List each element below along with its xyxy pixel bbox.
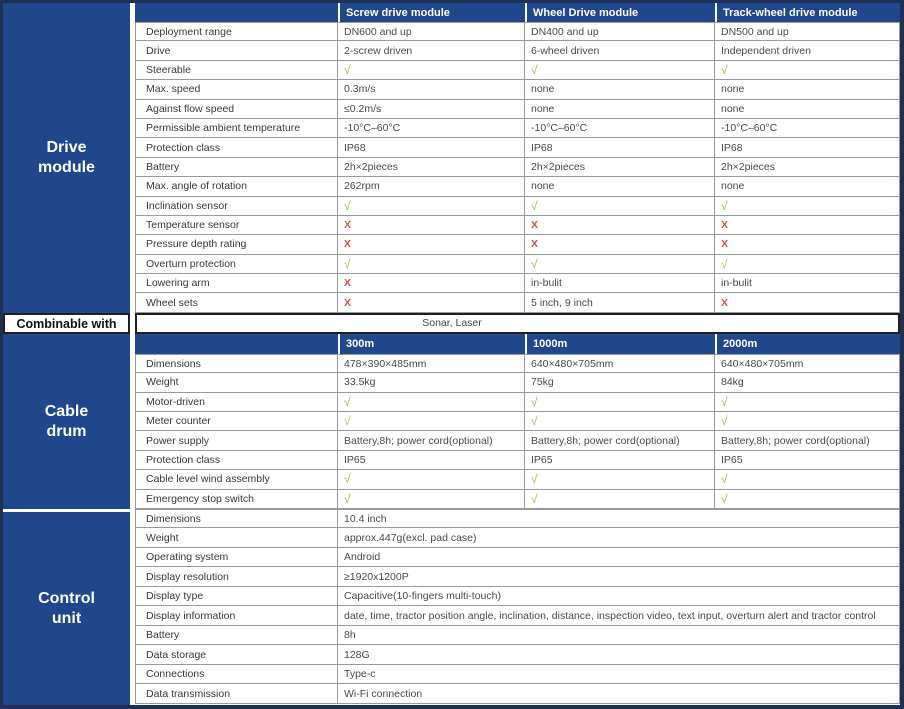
param-label: Permissible ambient temperature	[135, 119, 338, 138]
check-mark: √	[715, 61, 900, 80]
sidebar-label-line: unit	[51, 609, 82, 627]
spec-row	[135, 138, 900, 157]
value-cell: 478×390×485mm	[338, 354, 525, 373]
param-label: Against flow speed	[135, 100, 338, 119]
spec-row	[135, 354, 900, 373]
check-mark: √	[715, 197, 900, 216]
value-cell: -10°C–60°C	[715, 119, 900, 138]
check-mark: √	[525, 61, 715, 80]
param-label: Operating system	[135, 548, 338, 568]
cross-mark: X	[525, 235, 715, 254]
param-label: Battery	[135, 626, 338, 646]
header-cell-wheel-drive: Wheel Drive module	[525, 3, 715, 22]
value-cell: 75kg	[525, 373, 715, 392]
value-cell: IP65	[715, 451, 900, 470]
spec-row	[135, 274, 900, 293]
spec-row	[135, 197, 900, 216]
spec-row	[135, 509, 900, 529]
param-label: Max. speed	[135, 80, 338, 99]
cable-drum-header-row	[135, 334, 900, 354]
spec-row	[135, 100, 900, 119]
cross-mark: X	[715, 235, 900, 254]
param-label: Steerable	[135, 61, 338, 80]
spec-row	[135, 158, 900, 177]
value-cell: none	[715, 80, 900, 99]
value-cell: Battery,8h; power cord(optional)	[338, 431, 525, 450]
check-mark: √	[525, 255, 715, 274]
value-cell: IP65	[338, 451, 525, 470]
value-cell: none	[525, 100, 715, 119]
value-cell: none	[525, 177, 715, 196]
check-mark: √	[338, 412, 525, 431]
param-label: Protection class	[135, 138, 338, 157]
param-label: Connections	[135, 665, 338, 685]
spec-row	[135, 528, 900, 548]
spec-row	[135, 665, 900, 685]
value-cell: Type-c	[338, 665, 900, 685]
spec-row	[135, 431, 900, 450]
check-mark: √	[525, 490, 715, 509]
table-content	[135, 3, 900, 705]
param-label: Power supply	[135, 431, 338, 450]
header-cell-track-wheel-drive: Track-wheel drive module	[715, 3, 900, 22]
sidebar-cell-drive-module	[3, 3, 130, 313]
value-cell: DN600 and up	[338, 22, 525, 41]
check-mark: √	[715, 490, 900, 509]
param-label: Overturn protection	[135, 255, 338, 274]
header-cell-1000m: 1000m	[525, 334, 715, 354]
check-mark: √	[715, 470, 900, 489]
check-mark: √	[715, 412, 900, 431]
value-cell: 84kg	[715, 373, 900, 392]
sidebar-cell-control-unit	[3, 512, 130, 705]
check-mark: √	[338, 490, 525, 509]
value-cell: none	[715, 177, 900, 196]
sidebar-label-line: module	[38, 159, 95, 176]
value-cell: Battery,8h; power cord(optional)	[525, 431, 715, 450]
value-cell: DN500 and up	[715, 22, 900, 41]
check-mark: √	[338, 255, 525, 274]
spec-row	[135, 61, 900, 80]
drive-module-header-row	[135, 3, 900, 22]
cross-mark: X	[715, 293, 900, 312]
value-cell: 128G	[338, 645, 900, 665]
value-cell: Independent driven	[715, 41, 900, 60]
value-cell: IP68	[338, 138, 525, 157]
spec-row	[135, 587, 900, 607]
control-unit-rows	[135, 509, 900, 704]
param-label: Meter counter	[135, 412, 338, 431]
check-mark: √	[338, 470, 525, 489]
spec-row	[135, 645, 900, 665]
param-label: Cable level wind assembly	[135, 470, 338, 489]
value-cell: 2h×2pieces	[338, 158, 525, 177]
value-cell: date, time, tractor position angle, inclination, distance, inspection video, text input, overturn alert and tractor control	[338, 606, 900, 626]
sidebar-label-line: Control	[38, 589, 95, 607]
param-label: Dimensions	[135, 509, 338, 529]
sidebar-cell-cable-drum	[3, 334, 130, 509]
spec-row	[135, 177, 900, 196]
value-cell: ≤0.2m/s	[338, 100, 525, 119]
value-cell: Battery,8h; power cord(optional)	[715, 431, 900, 450]
check-mark: √	[338, 393, 525, 412]
value-cell: -10°C–60°C	[525, 119, 715, 138]
value-cell: 262rpm	[338, 177, 525, 196]
param-label: Weight	[135, 528, 338, 548]
spec-row	[135, 606, 900, 626]
value-cell: 640×480×705mm	[715, 354, 900, 373]
value-cell: none	[525, 80, 715, 99]
spec-row	[135, 119, 900, 138]
spec-row	[135, 80, 900, 99]
param-label: Drive	[135, 41, 338, 60]
value-cell: Android	[338, 548, 900, 568]
param-label: Display type	[135, 587, 338, 607]
check-mark: √	[338, 197, 525, 216]
combinable-with-label-cell	[3, 313, 130, 334]
param-label: Deployment range	[135, 22, 338, 41]
value-cell: none	[715, 100, 900, 119]
header-cell-2000m: 2000m	[715, 334, 900, 354]
sidebar-label-line: Drive	[46, 139, 87, 156]
spec-row	[135, 412, 900, 431]
cross-mark: X	[338, 293, 525, 312]
section-sidebar	[3, 3, 130, 705]
cross-mark: X	[338, 274, 525, 293]
check-mark: √	[525, 470, 715, 489]
param-label: Weight	[135, 373, 338, 392]
param-label: Data transmission	[135, 684, 338, 704]
value-cell: ≥1920x1200P	[338, 567, 900, 587]
spec-row	[135, 216, 900, 235]
spec-row	[135, 451, 900, 470]
check-mark: √	[338, 61, 525, 80]
value-cell: Capacitive(10-fingers multi-touch)	[338, 587, 900, 607]
value-cell: 2-screw driven	[338, 41, 525, 60]
spec-row	[135, 393, 900, 412]
value-cell: 640×480×705mm	[525, 354, 715, 373]
value-cell: Wi-Fi connection	[338, 684, 900, 704]
combinable-with-value-row	[135, 313, 900, 334]
value-cell: IP68	[715, 138, 900, 157]
spec-row	[135, 470, 900, 489]
param-label: Display resolution	[135, 567, 338, 587]
param-label: Emergency stop switch	[135, 490, 338, 509]
spec-row	[135, 235, 900, 254]
check-mark: √	[525, 412, 715, 431]
value-cell: 0.3m/s	[338, 80, 525, 99]
value-cell: 33.5kg	[338, 373, 525, 392]
value-cell: in-bulit	[525, 274, 715, 293]
value-cell: 8h	[338, 626, 900, 646]
spec-row	[135, 293, 900, 312]
combinable-with-label: Combinable with	[16, 316, 117, 331]
check-mark: √	[525, 197, 715, 216]
check-mark: √	[525, 393, 715, 412]
drive-module-rows	[135, 22, 900, 313]
param-label: Pressure depth rating	[135, 235, 338, 254]
value-cell: DN400 and up	[525, 22, 715, 41]
param-label: Motor-driven	[135, 393, 338, 412]
spec-row	[135, 684, 900, 704]
param-label: Wheel sets	[135, 293, 338, 312]
value-cell: 6-wheel driven	[525, 41, 715, 60]
param-label: Dimensions	[135, 354, 338, 373]
sidebar-label-line: drum	[46, 422, 87, 440]
spec-row	[135, 490, 900, 509]
header-cell-empty	[135, 3, 338, 22]
cross-mark: X	[338, 235, 525, 254]
spec-row	[135, 626, 900, 646]
param-label: Battery	[135, 158, 338, 177]
value-cell: 2h×2pieces	[715, 158, 900, 177]
param-label: Protection class	[135, 451, 338, 470]
spec-row	[135, 373, 900, 392]
cross-mark: X	[715, 216, 900, 235]
value-cell: -10°C–60°C	[338, 119, 525, 138]
param-label: Temperature sensor	[135, 216, 338, 235]
cross-mark: X	[525, 216, 715, 235]
param-label: Data storage	[135, 645, 338, 665]
sidebar-label-line: Cable	[44, 402, 89, 420]
value-cell: 10.4 inch	[338, 509, 900, 529]
combinable-with-value: Sonar, Laser	[422, 317, 482, 330]
header-cell-300m: 300m	[338, 334, 525, 354]
check-mark: √	[715, 255, 900, 274]
spec-row	[135, 567, 900, 587]
cable-drum-rows	[135, 354, 900, 509]
value-cell: 5 inch, 9 inch	[525, 293, 715, 312]
param-label: Lowering arm	[135, 274, 338, 293]
param-label: Max. angle of rotation	[135, 177, 338, 196]
value-cell: in-bulit	[715, 274, 900, 293]
param-label: Display information	[135, 606, 338, 626]
header-cell-empty	[135, 334, 338, 354]
check-mark: √	[715, 393, 900, 412]
cross-mark: X	[338, 216, 525, 235]
value-cell: IP68	[525, 138, 715, 157]
value-cell: IP65	[525, 451, 715, 470]
header-cell-screw-drive: Screw drive module	[338, 3, 525, 22]
param-label: Inclination sensor	[135, 197, 338, 216]
spec-row	[135, 22, 900, 41]
spec-row	[135, 548, 900, 568]
value-cell: approx.447g(excl. pad case)	[338, 528, 900, 548]
spec-row	[135, 41, 900, 60]
value-cell: 2h×2pieces	[525, 158, 715, 177]
spec-row	[135, 255, 900, 274]
